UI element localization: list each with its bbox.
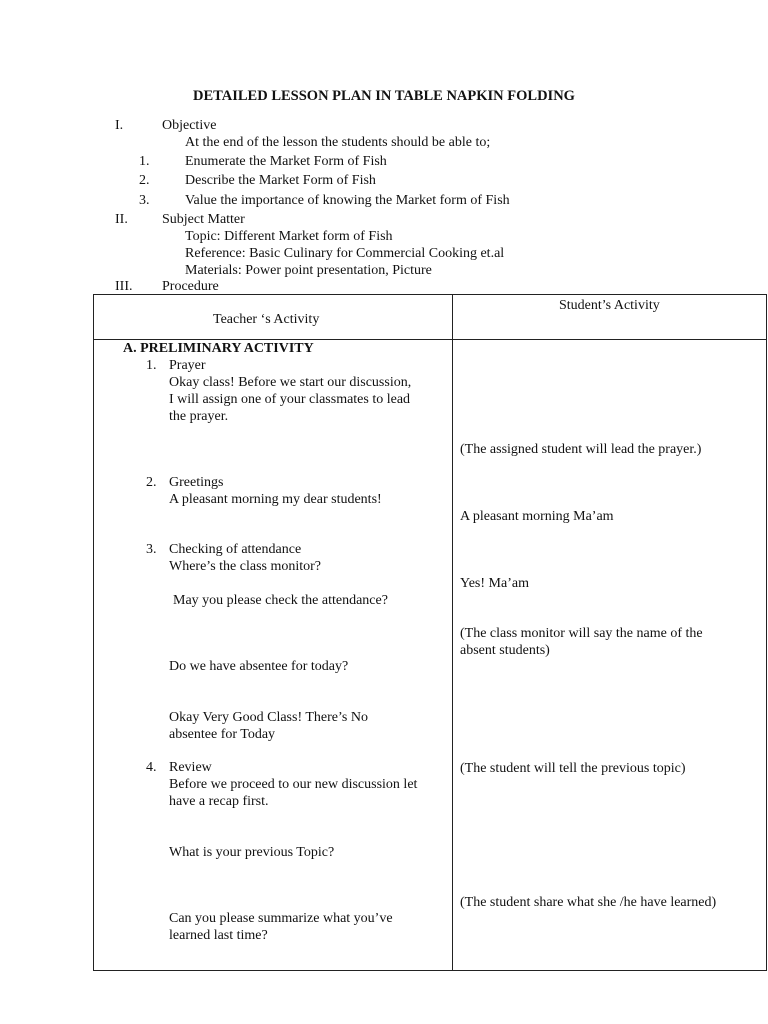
attendance-question: May you please check the attendance? <box>173 593 388 608</box>
table-column-divider <box>452 294 453 971</box>
review-title: Review <box>169 760 212 775</box>
prayer-text-line: Okay class! Before we start our discussion, <box>169 375 412 390</box>
attendance-title: Checking of attendance <box>169 542 302 557</box>
review-question-line: Can you please summarize what you’ve <box>169 911 393 926</box>
review-question-line: learned last time? <box>169 928 268 943</box>
review-num: 4. <box>146 760 157 775</box>
section-heading-procedure: Procedure <box>162 279 219 294</box>
student-response-attendance-line: absent students) <box>460 643 550 658</box>
greetings-title: Greetings <box>169 475 224 490</box>
attendance-question: Do we have absentee for today? <box>169 659 349 674</box>
objective-item-num: 1. <box>139 154 150 169</box>
objective-item: Describe the Market Form of Fish <box>185 173 376 188</box>
review-text-line: have a recap first. <box>169 794 269 809</box>
attendance-question: Where’s the class monitor? <box>169 559 322 574</box>
section-numeral-subject: II. <box>115 212 128 227</box>
student-response-greetings: A pleasant morning Ma’am <box>460 509 614 524</box>
prayer-title: Prayer <box>169 358 206 373</box>
attendance-remark-line: Okay Very Good Class! There’s No <box>169 710 368 725</box>
section-numeral-objective: I. <box>115 118 124 133</box>
student-response-monitor: Yes! Ma’am <box>460 576 529 591</box>
prayer-text-line: the prayer. <box>169 409 229 424</box>
objective-item-num: 2. <box>139 173 150 188</box>
subject-materials: Materials: Power point presentation, Picture <box>185 263 432 278</box>
review-question: What is your previous Topic? <box>169 845 335 860</box>
attendance-remark-line: absentee for Today <box>169 727 276 742</box>
prayer-text-line: I will assign one of your classmates to lead <box>169 392 411 407</box>
greetings-text: A pleasant morning my dear students! <box>169 492 382 507</box>
subject-topic: Topic: Different Market form of Fish <box>185 229 393 244</box>
teacher-activity-header: Teacher ‘s Activity <box>213 312 320 327</box>
attendance-num: 3. <box>146 542 157 557</box>
greetings-num: 2. <box>146 475 157 490</box>
objective-item-num: 3. <box>139 193 150 208</box>
review-text-line: Before we proceed to our new discussion let <box>169 777 418 792</box>
section-heading-objective: Objective <box>162 118 217 133</box>
student-activity-header: Student’s Activity <box>559 298 660 313</box>
objective-intro: At the end of the lesson the students should be able to; <box>185 135 491 150</box>
objective-item: Enumerate the Market Form of Fish <box>185 154 387 169</box>
student-response-previous-topic: (The student will tell the previous topic) <box>460 761 686 776</box>
objective-item: Value the importance of knowing the Market form of Fish <box>185 193 510 208</box>
subject-reference: Reference: Basic Culinary for Commercial Cooking et.al <box>185 246 505 261</box>
student-response-share: (The student share what she /he have learned) <box>460 895 717 910</box>
section-numeral-procedure: III. <box>115 279 133 294</box>
prayer-num: 1. <box>146 358 157 373</box>
page-title: DETAILED LESSON PLAN IN TABLE NAPKIN FOLDING <box>193 88 575 104</box>
section-heading-subject: Subject Matter <box>162 212 245 227</box>
student-response-prayer: (The assigned student will lead the prayer.) <box>460 442 702 457</box>
student-response-attendance-line: (The class monitor will say the name of the <box>460 626 703 641</box>
preliminary-activity-heading: A. PRELIMINARY ACTIVITY <box>123 341 314 356</box>
